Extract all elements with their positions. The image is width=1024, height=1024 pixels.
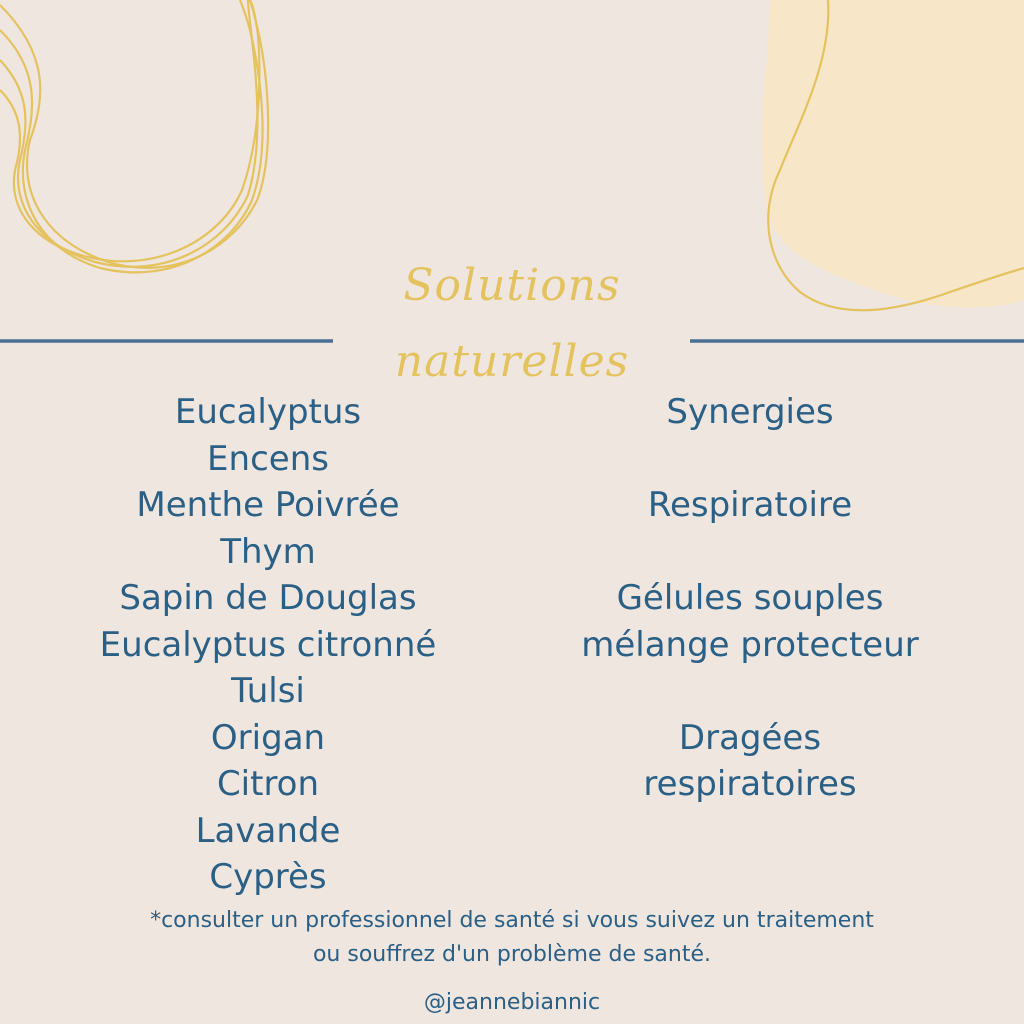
title-line-1: Solutions [403,260,621,311]
list-item: Tulsi [231,671,305,711]
list-item: Encens [207,438,329,479]
list-item: Menthe Poivrée [136,485,400,525]
spacer [530,668,970,715]
list-item: Eucalyptus citronné [99,624,437,665]
list-item: Sapin de Douglas [119,578,417,618]
dragees-item-line-2: respiratoires [643,764,857,804]
disclaimer-line-2: ou souffrez d'un problème de santé. [312,942,712,967]
gelules-item-line-1: Gélules souples [616,578,884,618]
list-item: Thym [220,531,316,572]
list-item: Cyprès [209,857,327,897]
social-handle: @jeannebiannic [423,990,601,1015]
list-item: Eucalyptus [174,392,362,432]
cream-blob-shape [762,0,1024,308]
list-item: Lavande [195,810,341,851]
title-line-2: naturelles [394,336,630,387]
disclaimer-line-1: *consulter un professionnel de santé si vous suivez un traitement [150,908,874,933]
spacer [530,529,970,576]
disclaimer-note [40,904,984,972]
dragees-item-line-1: Dragées [678,717,822,758]
products-list [530,389,970,808]
spacer [530,436,970,483]
list-item: Origan [210,717,326,758]
gelules-item-line-2: mélange protecteur [581,624,919,665]
essential-oils-list [48,389,488,901]
gold-scribble-lines [0,0,268,272]
page-title [312,248,712,400]
synergies-heading: Synergies [666,392,834,432]
respiratoire-item: Respiratoire [647,485,853,525]
list-item: Citron [216,764,320,804]
